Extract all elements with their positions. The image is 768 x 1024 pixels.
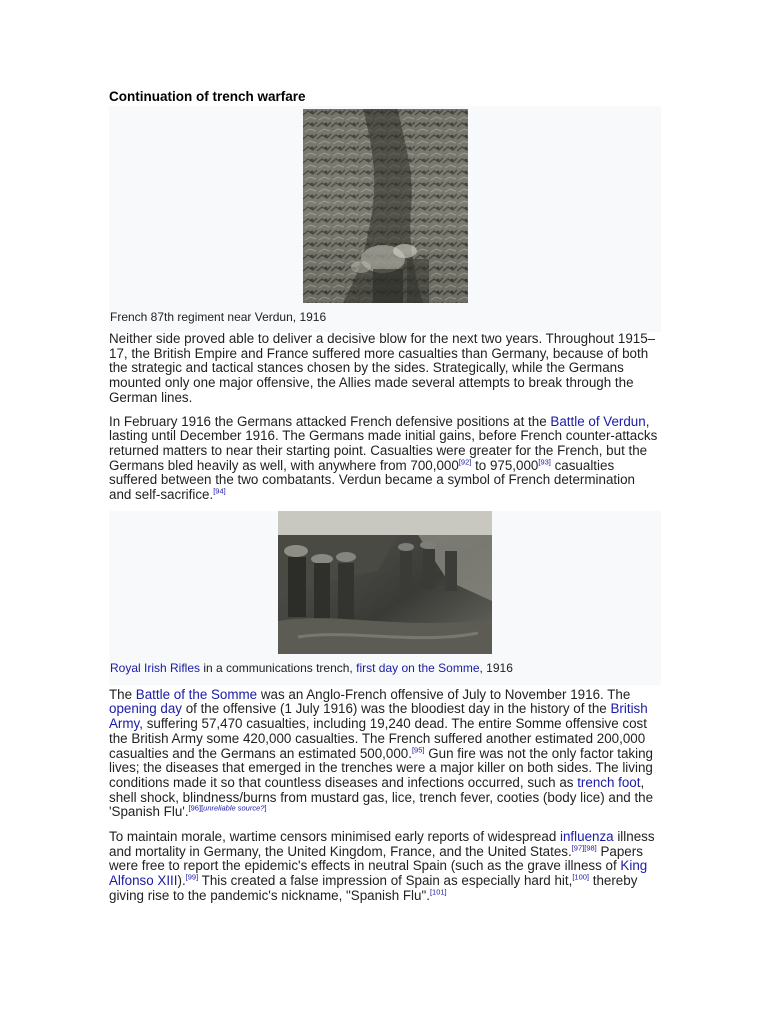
ref-94[interactable]: [94] xyxy=(213,486,226,496)
figure-caption-somme: Royal Irish Rifles in a communications trench, first day on the Somme, 1916 xyxy=(110,660,513,675)
ref-93[interactable]: [93] xyxy=(538,457,551,467)
link-british-army[interactable]: British Army xyxy=(109,701,648,732)
link-first-day-on-the-somme[interactable]: first day on the Somme xyxy=(356,660,480,675)
figure-verdun xyxy=(109,106,661,332)
link-influenza[interactable]: influenza xyxy=(560,829,614,845)
link-opening-day[interactable]: opening day xyxy=(109,701,182,717)
ref-97[interactable]: [97] xyxy=(571,843,585,853)
trench-photo-verdun[interactable] xyxy=(303,109,468,303)
ref-95[interactable]: [95] xyxy=(411,745,425,755)
paragraph-influenza: To maintain morale, wartime censors minimised early reports of widespread influenza illness and mortality in Germany, the United Kingdom, France, and the United States.[97][98] Papers were free to report the epidemic's effects in neutral Spain (such as the grave illness of King Alfonso XIII).[99] This created a false impression of Spain as especially hard hit,[100] thereby giving rise to the pandemic's nickname, "Spanish Flu".[101] xyxy=(109,829,655,903)
paragraph-somme: The Battle of the Somme was an Anglo-French offensive of July to November 1916. The opening day of the offensive (1 July 1916) was the bloodiest day in the history of the British Army, suffering 57,470 casualties, including 19,240 dead. The entire Somme offensive cost the British Army some 420,000 casualties. The French suffered another estimated 200,000 casualties and the Germans an estimated 500,000.[95] Gun fire was not the only factor taking lives; the diseases that emerged in the trenches were a major killer on both sides. The living conditions made it so that countless diseases and infections occurred, such as trench foot, shell shock, blindness/burns from mustard gas, lice, trench fever, cooties (body lice) and the 'Spanish Flu'.[96][unreliable source?] xyxy=(109,686,654,820)
figure-caption-verdun: French 87th regiment near Verdun, 1916 xyxy=(110,310,327,324)
link-battle-of-the-somme[interactable]: Battle of the Somme xyxy=(135,686,258,702)
link-battle-of-verdun[interactable]: Battle of Verdun xyxy=(550,413,646,429)
ref-100[interactable]: [100] xyxy=(572,872,590,882)
link-king-alfonso-xiii[interactable]: King Alfonso XIII xyxy=(109,858,648,889)
link-royal-irish-rifles[interactable]: Royal Irish Rifles xyxy=(110,660,201,675)
ref-92[interactable]: [92] xyxy=(458,457,472,467)
ref-unreliable-source[interactable]: [unreliable source?] xyxy=(201,803,267,813)
ref-99[interactable]: [99] xyxy=(185,872,199,882)
paragraph-verdun: In February 1916 the Germans attacked French defensive positions at the Battle of Verdun, lasting until December 1916. The Germans made initial gains, before French counter-attacks returned matters to near their starting point. Casualties were greater for the French, but the Germans bled heavily as well, with anywhere from 700,000[92] to 975,000[93] casualties suffered between the two combatants. Verdun became a symbol of French determination and self-sacrifice.[94] xyxy=(109,413,658,503)
section-heading: Continuation of trench warfare xyxy=(109,89,306,104)
paragraph-stalemate: Neither side proved able to deliver a decisive blow for the next two years. Throughout 1915–17, the British Empire and France suffered more casualties than Germany, because of both the strategic and tactical stances chosen by the sides. Strategically, while the Germans mounted only one major offensive, the Allies made several attempts to break through the German lines. xyxy=(109,331,656,405)
ref-101[interactable]: [101] xyxy=(429,887,447,897)
figure-somme xyxy=(109,511,661,685)
article-content xyxy=(109,88,661,904)
trench-photo-somme[interactable] xyxy=(278,511,492,654)
link-trench-foot[interactable]: trench foot xyxy=(577,774,641,790)
ref-98[interactable]: [98] xyxy=(584,843,597,853)
ref-96[interactable]: [96] xyxy=(188,803,202,813)
